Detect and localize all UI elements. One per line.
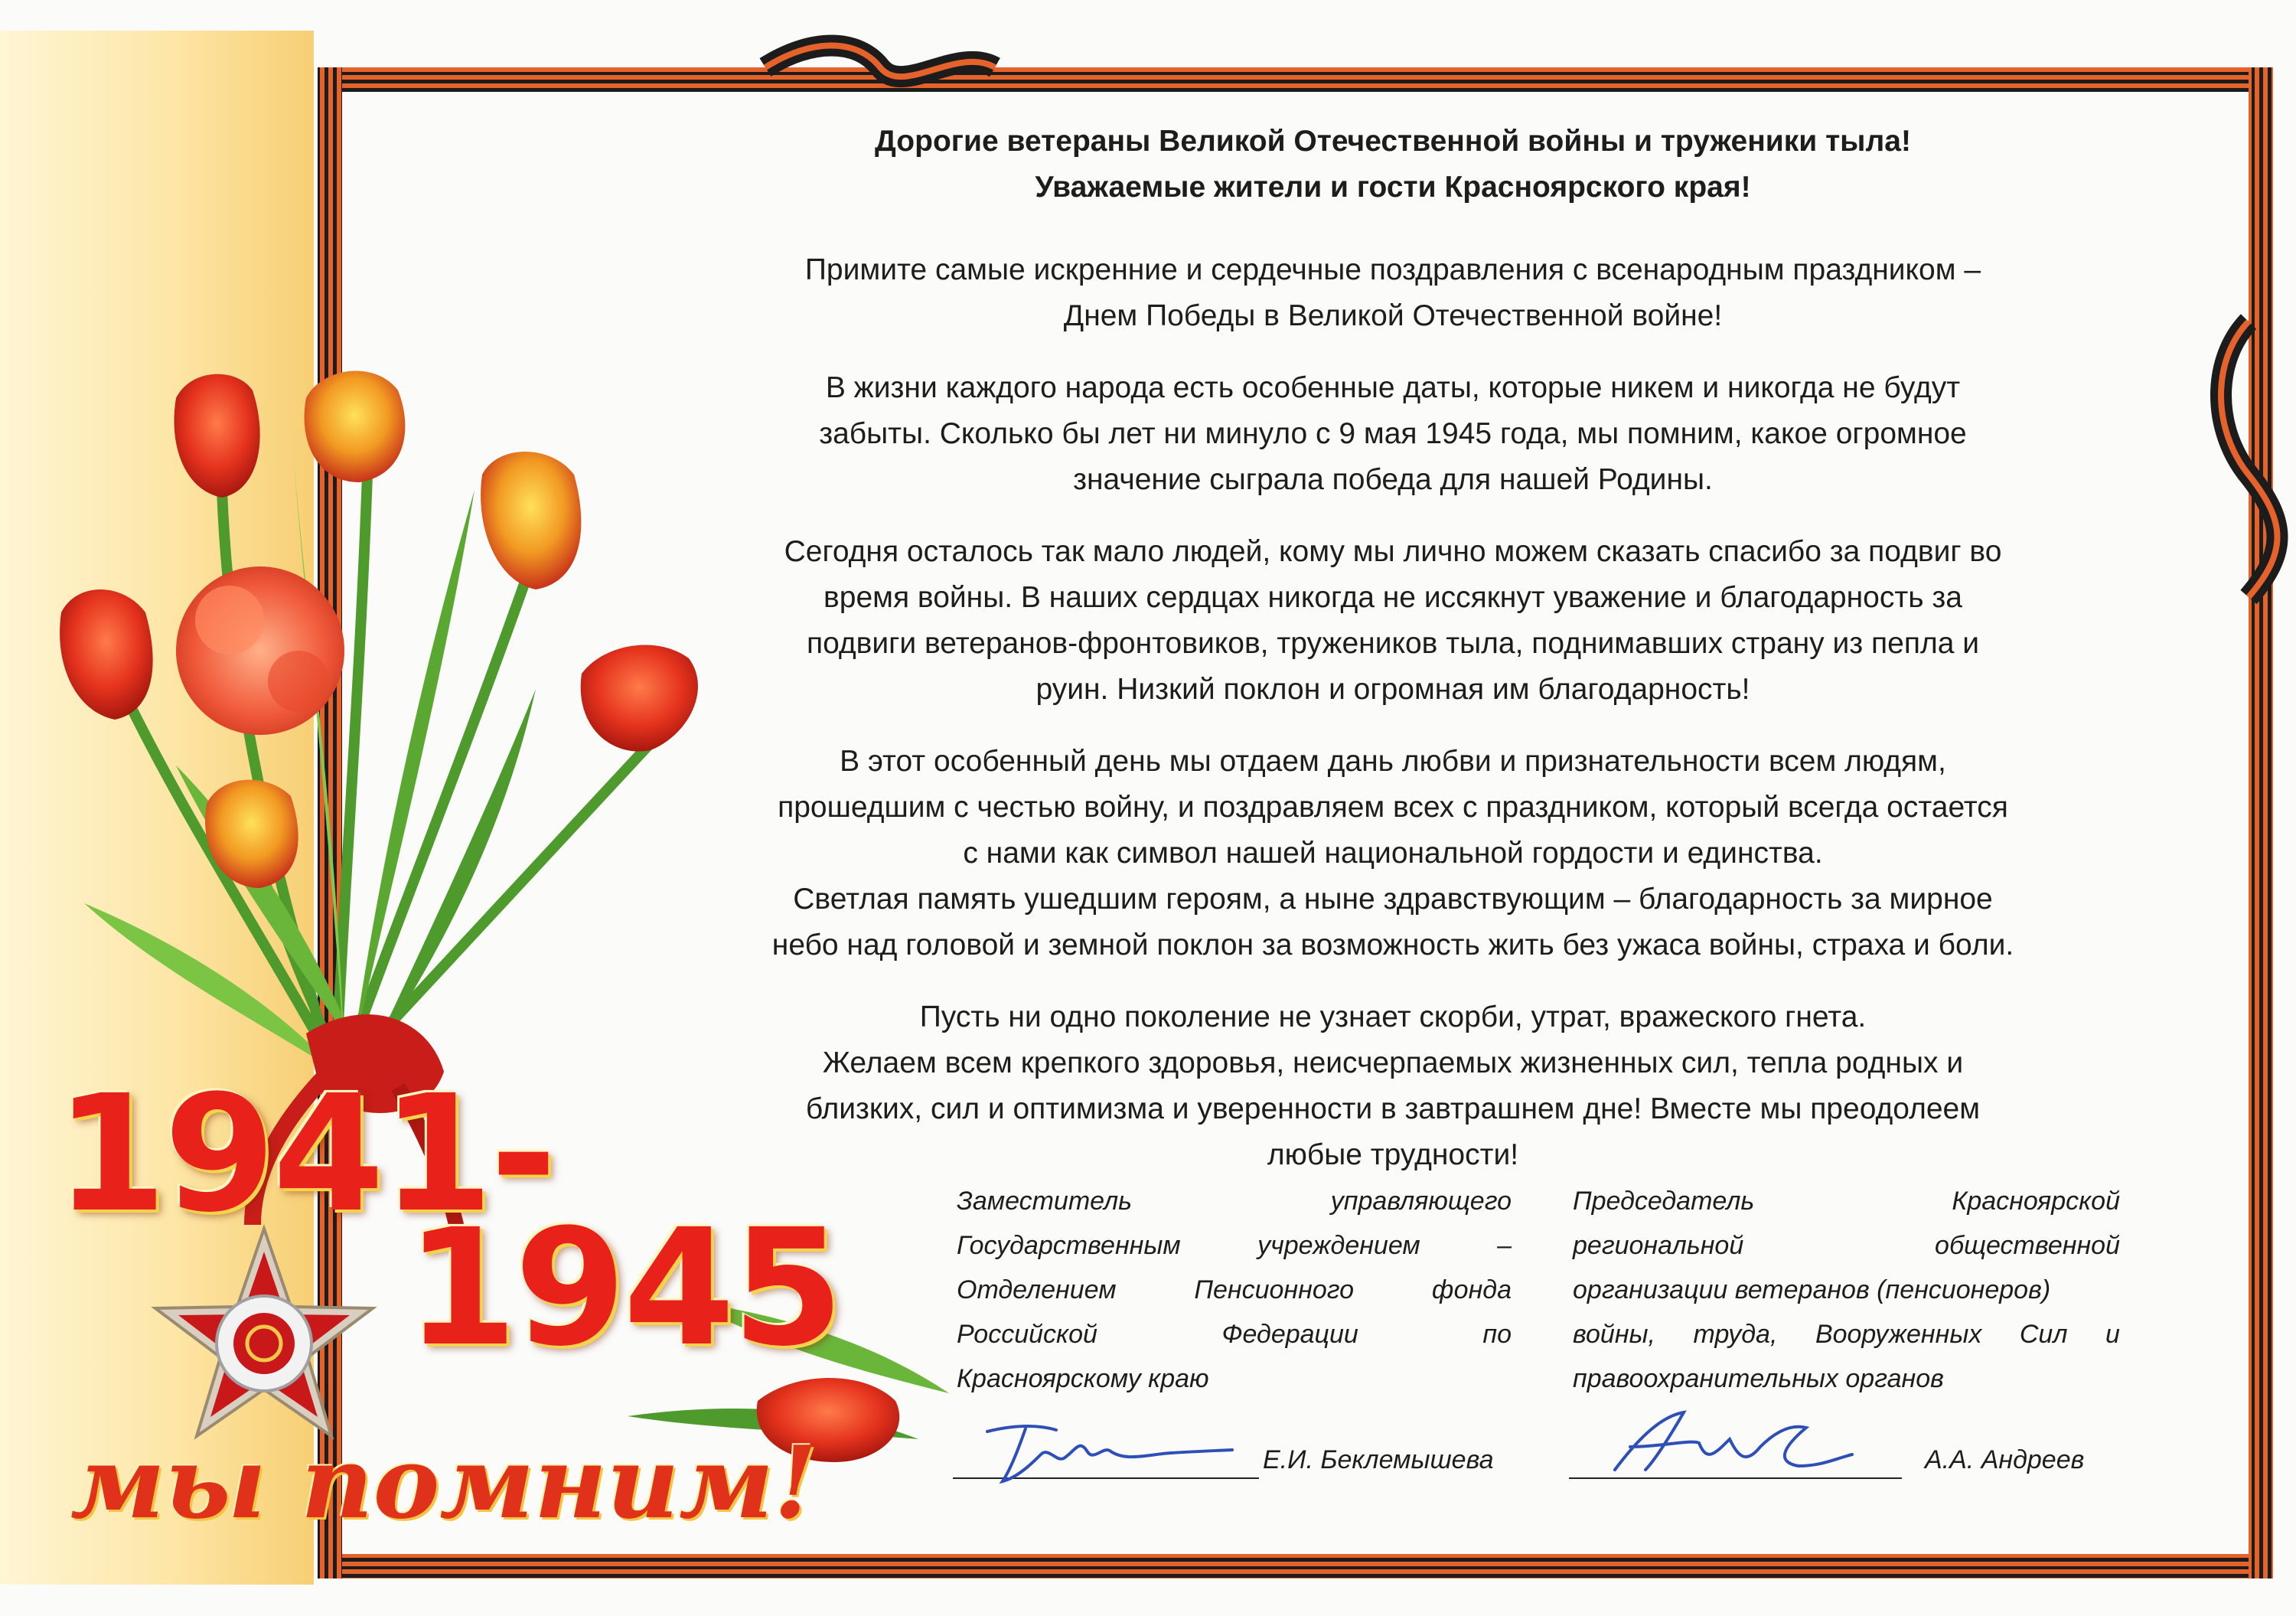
paragraph-3-line-3: подвиги ветеранов-фронтовиков, тружеников тыла, поднимавших страну из пепла и	[806, 627, 1980, 660]
paragraph-4-line-5: небо над головой и земной поклон за возможность жить без ужаса войны, страха и боли.	[771, 929, 2014, 961]
handwritten-signature-left	[972, 1409, 1247, 1493]
paragraph-2-line-3: значение сыграла победа для нашей Родины.	[1073, 463, 1713, 496]
sig-right-title-line-3: организации ветеранов (пенсионеров)	[1573, 1275, 2051, 1304]
greeting-line-1: Дорогие ветераны Великой Отечественной войны и труженики тыла!	[875, 125, 1911, 158]
paragraph-2-line-2: забыты. Сколько бы лет ни минуло с 9 мая 1945 года, мы помним, какое огромное	[819, 417, 1967, 450]
year-1945: 1945	[406, 1194, 841, 1382]
paragraph-5-line-3: близких, сил и оптимизма и уверенности в завтрашнем дне! Вместе мы преодолеем	[805, 1092, 1981, 1125]
paragraph-4-line-1: В этот особенный день мы отдаем дань любви и признательности всем людям,	[840, 745, 1946, 778]
paragraph-4-line-3: с нами как символ нашей национальной гордости и единства.	[963, 837, 1823, 870]
sig-left-title-line-3: Отделением Пенсионного фонда	[957, 1275, 1512, 1304]
signature-block-left	[957, 1179, 1512, 1401]
slogan-my-pomnim: мы помним!	[70, 1424, 817, 1541]
paragraph-4-line-4: Светлая память ушедшим героям, а ныне здравствующим – благодарность за мирное	[793, 883, 1993, 916]
sig-right-title-line-1: Председатель Красноярской	[1573, 1187, 2120, 1216]
letter-body	[628, 119, 2158, 1178]
paragraph-1-line-2: Днем Победы в Великой Отечественной войне!	[1063, 299, 1723, 332]
paragraph-3-line-4: руин. Низкий поклон и огромная им благодарность!	[1035, 673, 1750, 706]
paragraph-5-line-1: Пусть ни одно поколение не узнает скорби, утрат, вражеского гнета.	[919, 1001, 1867, 1033]
greeting-line-2: Уважаемые жители и гости Красноярского края!	[1035, 171, 1751, 204]
sig-right-title-line-4: войны, труда, Вооруженных Сил и	[1573, 1320, 2120, 1349]
paragraph-3-line-2: время войны. В наших сердцах никогда не иссякнут уважение и благодарность за	[823, 581, 1962, 614]
sig-left-title-line-1: Заместитель управляющего	[957, 1187, 1512, 1216]
paragraph-4-line-2: прошедшим с честью войну, и поздравляем всех с праздником, который всегда остается	[778, 791, 2008, 824]
paragraph-3-line-1: Сегодня осталось так мало людей, кому мы лично можем сказать спасибо за подвиг во	[784, 535, 2002, 568]
signatory-name-left: Е.И. Беклемышева	[1263, 1445, 1494, 1474]
year-1941: 1941-	[55, 1060, 554, 1248]
signatory-name-right: А.А. Андреев	[1925, 1445, 2085, 1474]
sig-left-title-line-4: Российской Федерации по	[957, 1320, 1512, 1349]
paragraph-1-line-1: Примите самые искренние и сердечные поздравления с всенародным праздником –	[804, 253, 1981, 286]
handwritten-signature-right	[1600, 1393, 1860, 1493]
paragraph-5-line-4: любые трудности!	[1267, 1138, 1519, 1171]
signature-block-right	[1573, 1179, 2120, 1401]
sig-right-title-line-2: региональной общественной	[1573, 1231, 2120, 1260]
paragraph-2-line-1: В жизни каждого народа есть особенные даты, которые никем и никогда не будут	[825, 371, 1961, 404]
sig-left-title-line-5: Красноярскому краю	[957, 1364, 1209, 1393]
sig-left-title-line-2: Государственным учреждением –	[957, 1231, 1512, 1260]
sig-right-title-line-5: правоохранительных органов	[1573, 1364, 1944, 1393]
paragraph-5-line-2: Желаем всем крепкого здоровья, неисчерпаемых жизненных сил, тепла родных и	[822, 1046, 1964, 1079]
